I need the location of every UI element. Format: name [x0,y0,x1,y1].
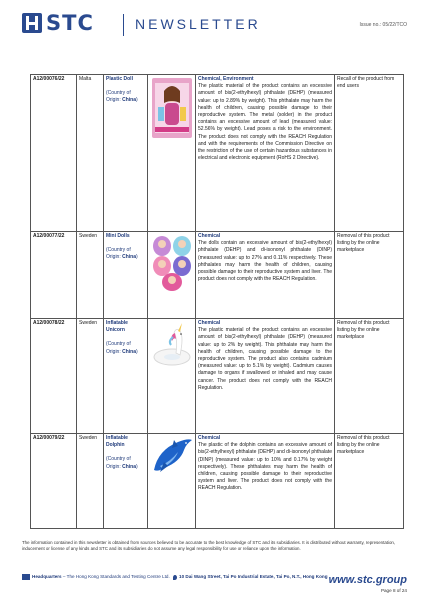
notification-number: A12/00078/22 [31,319,77,434]
product-image-cell [148,232,196,319]
product-cell [104,232,148,319]
building-icon [22,574,30,580]
risk-description: The plastic material of the product contains an excessive amount of bis(2-ethylhexyl) phthalate (DEHP) (measured value: up to 2% by weight). This phthalate may harm the health of children, causing possible damage to the reproductive system. The product also contains cadmium (measured value: up to 5.1% by weight). Cadmium causes damage to organs if swallowed or inhaled and may cause cancer. The product does not comply with the REACH Regulation. [198,327,332,391]
product-image-cell [148,434,196,529]
risk-type: Chemical, Environment [198,76,254,82]
hq-organisation: – The Hong Kong Standards and Testing Centre Ltd. [61,574,170,580]
notifying-country: Sweden [77,232,104,319]
newsletter-title: NEWSLETTER [135,16,261,32]
product-name: Mini Dolls [106,233,130,239]
inflatable-dolphin-image [150,436,194,476]
measures-taken: Removal of this product listing by the online marketplace [335,319,404,434]
recall-table [30,74,403,529]
hq-address: 10 Dai Wang Street, Tai Po Industrial Estate, Tai Po, N.T., Hong Kong [179,574,328,580]
doll-in-box-image [150,77,194,139]
country-of-origin: (Country of Origin: China) [106,247,138,261]
page-header [0,0,425,52]
measures-taken: Removal of this product listing by the online marketplace [335,434,404,529]
risk-description: The plastic material of the product contains an excessive amount of bis(2-ethylhexyl) phthalate (DEHP) (measured value: up to 2.89% by weight). This phthalate may harm the health of children, causing possible damage to their reproductive system. The metal (solder) in the product contains an excessive amount of lead (measured value: 52.56% by weight). Lead poses a risk to the environment. The product does not comply with the REACH Regulation and with the requirements of the Commission Directive on the restriction of the use of certain hazardous substances in electrical and electronic equipment (RoHS 2 Directive). [198,83,332,162]
product-name: Plastic Doll [106,76,133,82]
country-of-origin: (Country of Origin: China) [106,90,138,104]
risk-type: Chemical [198,435,221,441]
product-cell [104,75,148,232]
product-name: Inflatable Unicorn [106,320,128,334]
product-cell [104,434,148,529]
headquarters-line [22,574,328,580]
product-image-cell [148,75,196,232]
notification-number: A12/00077/22 [31,232,77,319]
logo-text: STC [46,11,94,35]
notification-number: A12/00079/22 [31,434,77,529]
table-row [31,232,404,319]
website-link[interactable]: www.stc.group [328,574,407,586]
issue-number: Issue no.: 05/22/TCO [359,22,407,28]
risk-description: The plastic of the dolphin contains an excessive amount of bis(2-ethylhexyl) phthalate (DEHP) and di-isononyl phthalate (DINP) (measured value: up to 10% and 0.17% by weight respectively). These phthalates may harm the health of children, causing possible damage to their reproductive system and liver. The product does not comply with the REACH Regulation. [198,442,332,492]
mini-dolls-image [150,234,194,292]
disclaimer-text: The information contained in this newsletter is obtained from sources believed to be accurate to the best knowledge of STC and its subsidiaries. It is distributed without warranty, representation, inducement or license of any kinds and STC and its subsidiaries do not assume any legal responsibility for use or reliance upon the information. [22,540,396,551]
risk-cell [196,232,335,319]
table-row [31,75,404,232]
notifying-country: Sweden [77,434,104,529]
stc-logo-icon [22,13,42,33]
country-of-origin: (Country of Origin: China) [106,456,138,470]
product-cell [104,319,148,434]
measures-taken: Removal of this product listing by the online marketplace [335,232,404,319]
risk-cell [196,75,335,232]
table-row [31,434,404,529]
risk-description: The dolls contain an excessive amount of bis(2-ethylhexyl) phthalate (DEHP) and di-isononyl phthalate (DINP) (measured value: up to 27% and 0.11% respectively. These phthalates may harm the health of children, causing possible damage to their reproductive system and liver. The product does not comply with the REACH Regulation. [198,240,332,283]
risk-cell [196,434,335,529]
notifying-country: Malta [77,75,104,232]
table-row [31,319,404,434]
page-number: Page 8 of 24 [380,588,407,593]
product-image-cell [148,319,196,434]
notification-number: A12/00076/22 [31,75,77,232]
hq-label: Headquarters [32,574,62,580]
country-of-origin: (Country of Origin: China) [106,341,138,355]
product-name: Inflatable Dolphin [106,435,128,449]
inflatable-unicorn-image [150,321,194,371]
risk-type: Chemical [198,233,221,239]
notifying-country: Sweden [77,319,104,434]
location-pin-icon [173,575,177,580]
risk-cell [196,319,335,434]
logo-divider [123,14,124,36]
risk-type: Chemical [198,320,221,326]
measures-taken: Recall of the product from end users [335,75,404,232]
